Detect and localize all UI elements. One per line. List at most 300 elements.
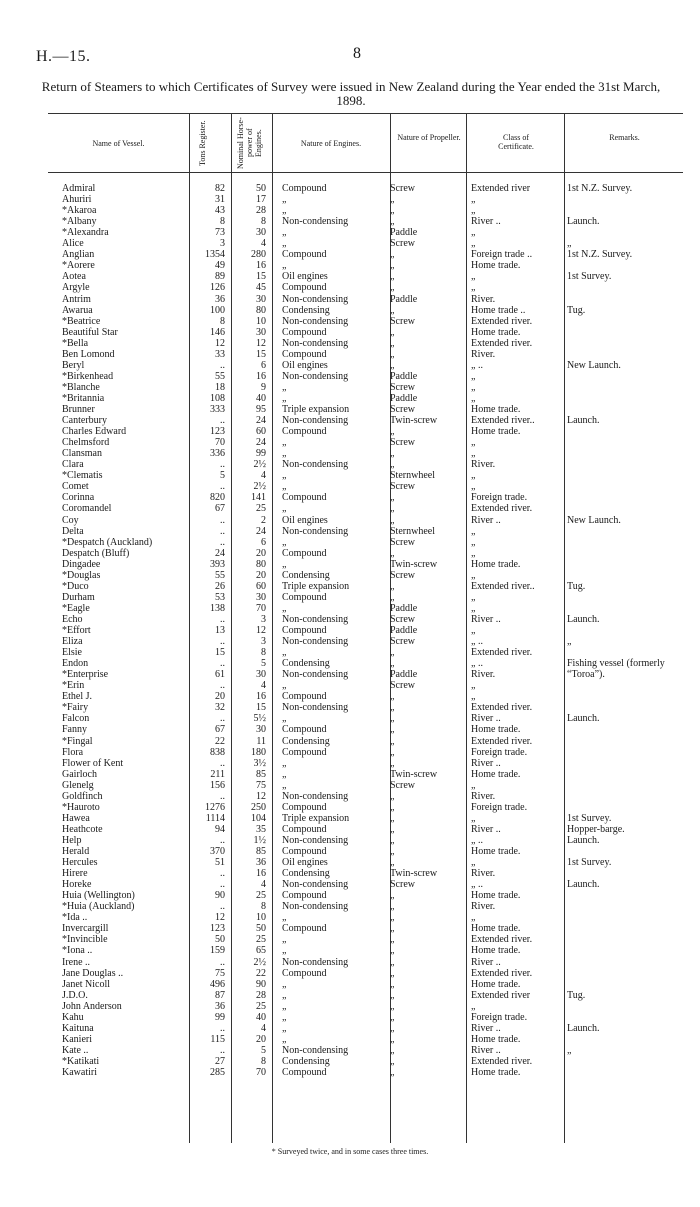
propeller-type: „ — [390, 503, 395, 515]
vessel-name: Corinna — [62, 492, 95, 504]
certificate-class: Home trade. — [471, 1033, 521, 1045]
table-row — [0, 691, 700, 702]
certificate-class: „ — [471, 370, 476, 382]
propeller-type: „ — [390, 834, 395, 846]
table-row — [0, 647, 700, 658]
certificate-class: „ — [471, 680, 476, 692]
engine-type: Non-condensing — [282, 337, 349, 349]
horse-power: 5½ — [253, 713, 266, 725]
propeller-type: Screw — [390, 569, 415, 581]
vessel-name: Ahuriri — [62, 194, 92, 206]
tons-register: 370 — [210, 846, 225, 857]
certificate-class: Extended river. — [471, 934, 533, 946]
vessel-name: Beautiful Star — [62, 326, 118, 338]
table-row — [0, 194, 700, 205]
certificate-class: Extended river. — [471, 967, 533, 979]
table-row — [0, 548, 700, 559]
certificate-class: Home trade. — [471, 426, 521, 438]
tons-register: 100 — [210, 304, 225, 316]
propeller-type: Sternwheel — [390, 470, 435, 482]
horse-power: 36 — [256, 857, 266, 869]
tons-register: 67 — [215, 503, 225, 515]
tons-register: .. — [220, 459, 225, 471]
horse-power: 90 — [256, 978, 266, 990]
propeller-type: „ — [390, 194, 395, 206]
table-row — [0, 415, 700, 426]
horse-power: 15 — [256, 271, 266, 283]
engine-type: „ — [282, 392, 287, 404]
table-row — [0, 614, 700, 625]
propeller-type: Paddle — [390, 392, 418, 404]
propeller-type: Paddle — [390, 625, 418, 636]
engine-type: „ — [282, 536, 287, 548]
certificate-class: „ — [471, 591, 476, 603]
table-row — [0, 791, 700, 802]
propeller-type: „ — [390, 1044, 395, 1056]
propeller-type: „ — [390, 1055, 395, 1067]
certificate-class: Extended river. — [471, 337, 533, 349]
table-row — [0, 879, 700, 890]
certificate-class: „ — [471, 536, 476, 548]
engine-type: „ — [282, 779, 287, 791]
table-row — [0, 515, 700, 526]
vessel-name: Chelmsford — [62, 437, 110, 449]
tons-register: 13 — [215, 625, 225, 636]
certificate-class: River .. — [471, 956, 501, 968]
table-row — [0, 890, 700, 901]
remarks: Tug. — [567, 989, 586, 1001]
certificate-class: „ — [471, 470, 476, 482]
certificate-class: River .. — [471, 823, 501, 835]
horse-power: 141 — [251, 492, 266, 504]
table-row — [0, 426, 700, 437]
remarks: 1st Survey. — [567, 812, 612, 824]
propeller-type: „ — [390, 989, 395, 1001]
vessel-name: *Fairy — [62, 702, 89, 714]
table-row — [0, 526, 700, 537]
vessel-name: *Duco — [62, 580, 89, 592]
horse-power: 80 — [256, 558, 266, 570]
propeller-type: „ — [390, 205, 395, 217]
propeller-type: „ — [390, 746, 395, 758]
table-row — [0, 581, 700, 592]
tons-register: 12 — [215, 337, 225, 349]
engine-type: Non-condensing — [282, 901, 349, 913]
engine-type: Non-condensing — [282, 669, 349, 681]
engine-type: Non-condensing — [282, 613, 349, 625]
remarks: Launch. — [567, 415, 600, 427]
tons-register: 36 — [215, 293, 225, 305]
tons-register: 15 — [215, 647, 225, 659]
table-row — [0, 382, 700, 393]
table-row — [0, 957, 700, 968]
horse-power: 15 — [256, 702, 266, 714]
certificate-class: „ — [471, 282, 476, 294]
vessel-name: Elsie — [62, 647, 82, 659]
certificate-class: „ — [471, 448, 476, 460]
propeller-type: Screw — [390, 879, 415, 891]
tons-register: 75 — [215, 967, 225, 979]
propeller-type: „ — [390, 846, 395, 857]
tons-register: 123 — [210, 426, 225, 438]
propeller-type: „ — [390, 702, 395, 714]
tons-register: .. — [220, 481, 225, 493]
propeller-type: Screw — [390, 680, 415, 692]
engine-type: Compound — [282, 691, 327, 703]
vessel-name: Clansman — [62, 448, 102, 460]
engine-type: Non-condensing — [282, 459, 349, 471]
propeller-type: „ — [390, 647, 395, 659]
vessel-name: Argyle — [62, 282, 90, 294]
horse-power: 9 — [261, 381, 266, 393]
certificate-class: „ — [471, 779, 476, 791]
vessel-name: Flower of Kent — [62, 757, 124, 769]
tons-register: 24 — [215, 547, 225, 559]
certificate-class: River. — [471, 459, 496, 471]
table-row — [0, 393, 700, 404]
table-row — [0, 1056, 700, 1067]
engine-type: Compound — [282, 1067, 327, 1078]
propeller-type: „ — [390, 912, 395, 924]
horse-power: 1½ — [253, 834, 266, 846]
vessel-name: Jane Douglas .. — [62, 967, 124, 979]
engine-type: Compound — [282, 591, 327, 603]
vessel-name: Awarua — [62, 304, 93, 316]
horse-power: 30 — [256, 669, 266, 681]
header-certificate-class: Class of Certificate. — [498, 133, 534, 151]
tons-register: .. — [220, 536, 225, 548]
engine-type: „ — [282, 1033, 287, 1045]
vessel-name: Hirere — [62, 868, 88, 880]
vessel-name: Echo — [62, 613, 83, 625]
remarks: 1st Survey. — [567, 271, 612, 283]
table-row — [0, 570, 700, 581]
propeller-type: „ — [390, 326, 395, 338]
certificate-class: Home trade .. — [471, 304, 526, 316]
propeller-type: „ — [390, 713, 395, 725]
table-row — [0, 238, 700, 249]
table-row — [0, 305, 700, 316]
vessel-name: *Enterprise — [62, 669, 109, 681]
certificate-class: Extended river. — [471, 1055, 533, 1067]
tons-register: 1276 — [205, 801, 225, 813]
certificate-class: Foreign trade. — [471, 801, 528, 813]
engine-type: „ — [282, 437, 287, 449]
certificate-class: „ — [471, 194, 476, 206]
vessel-name: Admiral — [62, 183, 96, 194]
propeller-type: „ — [390, 492, 395, 504]
table-row — [0, 901, 700, 912]
table-row — [0, 437, 700, 448]
vessel-name: Gairloch — [62, 768, 97, 780]
certificate-class: River .. — [471, 757, 501, 769]
engine-type: „ — [282, 978, 287, 990]
tons-register: 31 — [215, 194, 225, 206]
tons-register: 838 — [210, 746, 225, 758]
engine-type: Triple expansion — [282, 580, 350, 592]
propeller-type: Sternwheel — [390, 525, 435, 537]
tons-register: 33 — [215, 348, 225, 360]
tons-register: 333 — [210, 404, 225, 415]
horse-power: 8 — [261, 647, 266, 659]
vessel-name: Janet Nicoll — [62, 978, 111, 990]
engine-type: Condensing — [282, 868, 330, 880]
engine-type: „ — [282, 205, 287, 217]
header-remarks: Remarks. — [609, 133, 640, 142]
tons-register: 22 — [215, 735, 225, 747]
horse-power: 16 — [256, 260, 266, 272]
header-name: Name of Vessel. — [92, 139, 145, 148]
table-row — [0, 736, 700, 747]
tons-register: .. — [220, 525, 225, 537]
propeller-type: Paddle — [390, 669, 418, 681]
propeller-type: Screw — [390, 779, 415, 791]
table-row — [0, 802, 700, 813]
horse-power: 3 — [261, 636, 266, 648]
engine-type: Condensing — [282, 735, 330, 747]
tons-register: 32 — [215, 702, 225, 714]
engine-type: Non-condensing — [282, 216, 349, 228]
certificate-class: „ .. — [471, 359, 483, 371]
horse-power: 70 — [256, 602, 266, 614]
tons-register: 70 — [215, 437, 225, 449]
certificate-class: River .. — [471, 1044, 501, 1056]
certificate-class: Home trade. — [471, 890, 521, 902]
vessel-name: Heathcote — [62, 823, 103, 835]
table-row — [0, 282, 700, 293]
vessel-name: *Douglas — [62, 569, 101, 581]
engine-type: Non-condensing — [282, 293, 349, 305]
header-horse-power: Nominal Horse-power of Engines. — [236, 117, 263, 169]
tons-register: 87 — [215, 989, 225, 1001]
vessel-name: *Akaroa — [62, 205, 97, 217]
document-code: H.—15. — [36, 48, 91, 65]
horse-power: 30 — [256, 227, 266, 239]
propeller-type: „ — [390, 304, 395, 316]
engine-type: „ — [282, 558, 287, 570]
tons-register: 99 — [215, 1011, 225, 1023]
propeller-type: „ — [390, 934, 395, 946]
table-row — [0, 481, 700, 492]
vessel-name: Kahu — [62, 1011, 84, 1023]
engine-type: „ — [282, 945, 287, 957]
vessel-name: Ethel J. — [62, 691, 92, 703]
certificate-class: „ — [471, 625, 476, 636]
tons-register: .. — [220, 879, 225, 891]
vessel-name: Alice — [62, 238, 84, 250]
table-row — [0, 769, 700, 780]
propeller-type: „ — [390, 1011, 395, 1023]
certificate-class: Home trade. — [471, 326, 521, 338]
tons-register: 61 — [215, 669, 225, 681]
propeller-type: Paddle — [390, 293, 418, 305]
engine-type: Oil engines — [282, 359, 328, 371]
engine-type: „ — [282, 448, 287, 460]
propeller-type: Paddle — [390, 227, 418, 239]
tons-register: 156 — [210, 779, 225, 791]
horse-power: 95 — [256, 404, 266, 415]
engine-type: Non-condensing — [282, 525, 349, 537]
certificate-class: River. — [471, 901, 496, 913]
certificate-class: „ — [471, 812, 476, 824]
tons-register: 8 — [220, 216, 225, 228]
engine-type: Oil engines — [282, 857, 328, 869]
table-row — [0, 205, 700, 216]
table-row — [0, 1034, 700, 1045]
page-title: Return of Steamers to which Certificates of Survey were issued in New Zealand during the Year ended the 31st March, 1898. — [41, 79, 661, 108]
horse-power: 99 — [256, 448, 266, 460]
vessel-name: Durham — [62, 591, 95, 603]
tons-register: 12 — [215, 912, 225, 924]
tons-register: 108 — [210, 392, 225, 404]
vessel-name: Kawatiri — [62, 1067, 97, 1078]
tons-register: 211 — [210, 768, 225, 780]
engine-type: Compound — [282, 183, 327, 194]
tons-register: 159 — [210, 945, 225, 957]
propeller-type: „ — [390, 658, 395, 670]
engine-type: Compound — [282, 746, 327, 758]
table-row — [0, 912, 700, 923]
propeller-type: „ — [390, 901, 395, 913]
table-row — [0, 592, 700, 603]
horse-power: 60 — [256, 426, 266, 438]
certificate-class: Home trade. — [471, 404, 521, 415]
engine-type: Compound — [282, 801, 327, 813]
horse-power: 4 — [261, 1022, 266, 1034]
horse-power: 24 — [256, 437, 266, 449]
table-row — [0, 404, 700, 415]
vessel-name: *Blanche — [62, 381, 100, 393]
tons-register: 90 — [215, 890, 225, 902]
engine-type: Condensing — [282, 569, 330, 581]
tons-register: 336 — [210, 448, 225, 460]
propeller-type: „ — [390, 1000, 395, 1012]
propeller-type: „ — [390, 823, 395, 835]
horse-power: 30 — [256, 724, 266, 736]
certificate-class: „ .. — [471, 636, 483, 648]
propeller-type: „ — [390, 216, 395, 228]
table-row — [0, 271, 700, 282]
table-row — [0, 813, 700, 824]
engine-type: „ — [282, 934, 287, 946]
tons-register: 123 — [210, 923, 225, 935]
horse-power: 65 — [256, 945, 266, 957]
header-engines: Nature of Engines. — [300, 139, 362, 148]
propeller-type: „ — [390, 724, 395, 736]
engine-type: Compound — [282, 282, 327, 294]
propeller-type: „ — [390, 547, 395, 559]
table-row — [0, 923, 700, 934]
engine-type: Oil engines — [282, 514, 328, 526]
propeller-type: Twin-screw — [390, 768, 438, 780]
horse-power: 20 — [256, 547, 266, 559]
certificate-class: River .. — [471, 514, 501, 526]
horse-power: 40 — [256, 1011, 266, 1023]
engine-type: Non-condensing — [282, 834, 349, 846]
certificate-class: „ — [471, 227, 476, 239]
horse-power: 2 — [261, 514, 266, 526]
table-row — [0, 968, 700, 979]
certificate-class: „ — [471, 238, 476, 250]
vessel-name: Eliza — [62, 636, 83, 648]
horse-power: 16 — [256, 691, 266, 703]
vessel-name: *Invincible — [62, 934, 108, 946]
propeller-type: „ — [390, 956, 395, 968]
tons-register: 82 — [215, 183, 225, 194]
horse-power: 104 — [251, 812, 266, 824]
propeller-type: Twin-screw — [390, 868, 438, 880]
engine-type: Compound — [282, 967, 327, 979]
vessel-name: John Anderson — [62, 1000, 122, 1012]
tons-register: 5 — [220, 470, 225, 482]
remarks: New Launch. — [567, 514, 621, 526]
horse-power: 16 — [256, 370, 266, 382]
vessel-name: Fanny — [62, 724, 87, 736]
horse-power: 6 — [261, 359, 266, 371]
table-row — [0, 979, 700, 990]
horse-power: 50 — [256, 923, 266, 935]
propeller-type: „ — [390, 967, 395, 979]
propeller-type: „ — [390, 735, 395, 747]
horse-power: 4 — [261, 879, 266, 891]
certificate-class: „ — [471, 481, 476, 493]
remarks: Launch. — [567, 879, 600, 891]
tons-register: 18 — [215, 381, 225, 393]
propeller-type: Twin-screw — [390, 415, 438, 427]
horse-power: 85 — [256, 768, 266, 780]
table-row — [0, 503, 700, 514]
vessel-name: *Hauroto — [62, 801, 100, 813]
horse-power: 2½ — [253, 956, 266, 968]
horse-power: 8 — [261, 1055, 266, 1067]
table-row — [0, 371, 700, 382]
engine-type: „ — [282, 713, 287, 725]
vessel-name: Falcon — [62, 713, 90, 725]
certificate-class: „ — [471, 912, 476, 924]
table-row — [0, 868, 700, 879]
certificate-class: Foreign trade. — [471, 746, 528, 758]
table-row — [0, 360, 700, 371]
horse-power: 3 — [261, 613, 266, 625]
vessel-name: Coromandel — [62, 503, 112, 515]
horse-power: 24 — [256, 415, 266, 427]
table-row — [0, 758, 700, 769]
tons-register: 820 — [210, 492, 225, 504]
tons-register: .. — [220, 514, 225, 526]
table-row — [0, 934, 700, 945]
propeller-type: Screw — [390, 381, 415, 393]
tons-register: 51 — [215, 857, 225, 869]
propeller-type: „ — [390, 348, 395, 360]
table-row — [0, 492, 700, 503]
remarks: Tug. — [567, 304, 586, 316]
vessel-name: Goldfinch — [62, 790, 103, 802]
propeller-type: „ — [390, 580, 395, 592]
propeller-type: Paddle — [390, 370, 418, 382]
table-row — [0, 669, 700, 680]
engine-type: „ — [282, 227, 287, 239]
table-row — [0, 338, 700, 349]
vessel-name: Dingadee — [62, 558, 101, 570]
engine-type: Triple expansion — [282, 404, 350, 415]
propeller-type: „ — [390, 337, 395, 349]
table-row — [0, 780, 700, 791]
vessel-name: Antrim — [62, 293, 91, 305]
vessel-name: *Clematis — [62, 470, 103, 482]
tons-register: .. — [220, 868, 225, 880]
horse-power: 6 — [261, 536, 266, 548]
horse-power: 25 — [256, 934, 266, 946]
